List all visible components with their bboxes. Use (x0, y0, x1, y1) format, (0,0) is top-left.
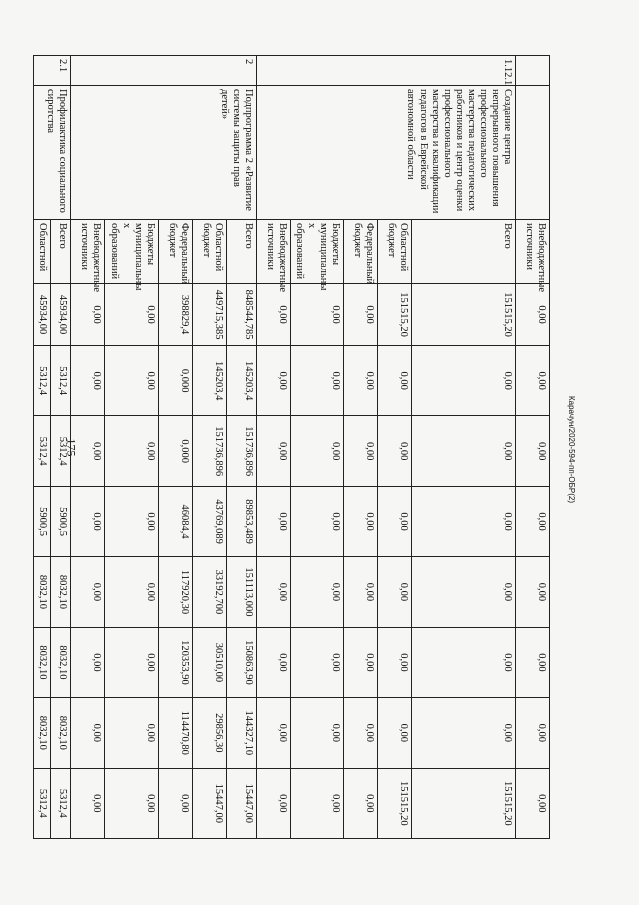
amount-cell: 151736,896 (192, 416, 226, 486)
funding-source-cell: Внебюджетные источники (71, 220, 105, 284)
amount-cell: 0,00 (344, 627, 378, 697)
program-name-cell: Подпрограмма 2 «Развитие системы защиты прав детей» (71, 86, 256, 220)
amount-cell: 5312,4 (51, 346, 71, 416)
amount-cell: 0,00 (516, 486, 550, 556)
amount-cell: 0,00 (344, 698, 378, 768)
amount-cell: 8032,10 (34, 557, 51, 627)
amount-cell: 0,00 (105, 698, 158, 768)
amount-cell: 0,00 (71, 346, 105, 416)
amount-cell: 151736,896 (226, 416, 256, 486)
amount-cell: 0,00 (344, 768, 378, 838)
amount-cell: 5312,4 (51, 416, 71, 486)
amount-cell: 0,00 (290, 346, 343, 416)
amount-cell: 5900,5 (34, 486, 51, 556)
amount-cell: 43769,089 (192, 486, 226, 556)
amount-cell: 0,00 (105, 627, 158, 697)
amount-cell: 0,00 (516, 557, 550, 627)
amount-cell: 5900,5 (51, 486, 71, 556)
amount-cell: 0,00 (412, 627, 516, 697)
amount-cell: 5312,4 (34, 346, 51, 416)
program-name-cell (516, 86, 550, 220)
budget-table-body (34, 56, 550, 839)
amount-cell: 45934,00 (34, 284, 51, 346)
amount-cell: 0,00 (256, 557, 290, 627)
amount-cell: 0,00 (412, 486, 516, 556)
amount-cell: 89853,489 (226, 486, 256, 556)
amount-cell: 8032,10 (34, 627, 51, 697)
amount-cell: 117920,30 (158, 557, 192, 627)
amount-cell: 0,00 (516, 416, 550, 486)
amount-cell: 0,00 (71, 557, 105, 627)
amount-cell: 848544,785 (226, 284, 256, 346)
amount-cell: 0,000 (158, 416, 192, 486)
amount-cell: 144327,10 (226, 698, 256, 768)
funding-source-cell: Федеральный бюджет (158, 220, 192, 284)
amount-cell: 0,00 (71, 768, 105, 838)
funding-source-cell: Всего (412, 220, 516, 284)
amount-cell: 145203,4 (226, 346, 256, 416)
amount-cell: 0,00 (290, 486, 343, 556)
amount-cell: 0,00 (412, 416, 516, 486)
amount-cell: 0,00 (105, 768, 158, 838)
table-row (226, 56, 256, 839)
amount-cell: 0,00 (378, 698, 412, 768)
funding-source-cell: Областной (34, 220, 51, 284)
amount-cell: 0,00 (344, 416, 378, 486)
amount-cell: 0,00 (378, 486, 412, 556)
amount-cell: 0,00 (105, 284, 158, 346)
funding-source-cell: Всего (51, 220, 71, 284)
amount-cell: 0,00 (378, 627, 412, 697)
amount-cell: 0,00 (344, 557, 378, 627)
amount-cell: 0,00 (290, 768, 343, 838)
funding-source-cell: Бюджеты муниципальны х образований (105, 220, 158, 284)
amount-cell: 0,00 (256, 486, 290, 556)
amount-cell: 0,00 (71, 486, 105, 556)
document-footer: Карачун/2020-594-пп-ОБР(2) (567, 395, 577, 504)
amount-cell: 0,00 (344, 346, 378, 416)
amount-cell: 0,00 (290, 698, 343, 768)
amount-cell: 0,00 (412, 698, 516, 768)
funding-source-cell: Внебюджетные источники (256, 220, 290, 284)
amount-cell: 151113,000 (226, 557, 256, 627)
amount-cell: 151515,20 (412, 284, 516, 346)
amount-cell: 8032,10 (34, 698, 51, 768)
amount-cell: 151515,20 (378, 284, 412, 346)
amount-cell: 0,00 (378, 416, 412, 486)
amount-cell: 0,00 (516, 768, 550, 838)
amount-cell: 8032,10 (51, 627, 71, 697)
amount-cell: 8032,10 (51, 557, 71, 627)
program-name-cell: Профилактика социального сиротства (34, 86, 71, 220)
amount-cell: 0,00 (105, 486, 158, 556)
amount-cell: 33192,700 (192, 557, 226, 627)
amount-cell: 0,00 (256, 768, 290, 838)
page-number: 175 (64, 438, 79, 457)
table-row (412, 56, 516, 839)
amount-cell: 15447,00 (192, 768, 226, 838)
program-name-cell: Создание центра непрерывного повышения профессионального мастерства педагогических работников и центр оценки профессионального мастерства и квалификации педагогов в Еврейской автономной области (256, 86, 515, 220)
amount-cell: 151515,20 (412, 768, 516, 838)
amount-cell: 449715,385 (192, 284, 226, 346)
amount-cell: 0,00 (290, 416, 343, 486)
amount-cell: 0,00 (290, 284, 343, 346)
amount-cell: 5312,4 (51, 768, 71, 838)
amount-cell: 114470,80 (158, 698, 192, 768)
amount-cell: 120353,90 (158, 627, 192, 697)
funding-source-cell: Всего (226, 220, 256, 284)
amount-cell: 30510,00 (192, 627, 226, 697)
row-number-cell: 1.12.1 (256, 56, 515, 86)
amount-cell: 0,00 (71, 416, 105, 486)
amount-cell: 145203,4 (192, 346, 226, 416)
amount-cell: 0,00 (256, 416, 290, 486)
amount-cell: 398829,4 (158, 284, 192, 346)
amount-cell: 0,00 (378, 346, 412, 416)
amount-cell: 15447,00 (226, 768, 256, 838)
amount-cell: 5312,4 (34, 416, 51, 486)
funding-source-cell: Бюджеты муниципальны х образований (290, 220, 343, 284)
amount-cell: 29856,30 (192, 698, 226, 768)
amount-cell: 0,00 (378, 557, 412, 627)
amount-cell: 0,00 (516, 346, 550, 416)
amount-cell: 45934,00 (51, 284, 71, 346)
amount-cell: 0,00 (412, 346, 516, 416)
amount-cell: 150863,90 (226, 627, 256, 697)
funding-source-cell: Федеральный бюджет (344, 220, 378, 284)
row-number-cell: 2.1 (34, 56, 71, 86)
funding-source-cell: Областной бюджет (192, 220, 226, 284)
amount-cell: 0,00 (256, 627, 290, 697)
amount-cell: 0,00 (344, 284, 378, 346)
table-row (516, 56, 550, 839)
amount-cell: 0,00 (256, 284, 290, 346)
amount-cell: 0,00 (290, 557, 343, 627)
budget-table (33, 55, 550, 839)
amount-cell: 151515,20 (378, 768, 412, 838)
amount-cell: 46084,4 (158, 486, 192, 556)
amount-cell: 0,00 (71, 698, 105, 768)
amount-cell: 0,00 (105, 557, 158, 627)
funding-source-cell: Областной бюджет (378, 220, 412, 284)
amount-cell: 8032,10 (51, 698, 71, 768)
amount-cell: 0,00 (516, 284, 550, 346)
amount-cell: 0,00 (105, 416, 158, 486)
table-row (51, 56, 71, 839)
amount-cell: 0,00 (290, 627, 343, 697)
amount-cell: 0,00 (71, 284, 105, 346)
amount-cell: 0,000 (158, 346, 192, 416)
amount-cell: 0,00 (516, 627, 550, 697)
funding-source-cell: Внебюджетные источники (516, 220, 550, 284)
amount-cell: 0,00 (256, 698, 290, 768)
amount-cell: 0,00 (344, 486, 378, 556)
amount-cell: 5312,4 (34, 768, 51, 838)
amount-cell: 0,00 (105, 346, 158, 416)
row-number-cell (516, 56, 550, 86)
amount-cell: 0,00 (256, 346, 290, 416)
amount-cell: 0,00 (71, 627, 105, 697)
row-number-cell: 2 (71, 56, 256, 86)
amount-cell: 0,00 (516, 698, 550, 768)
amount-cell: 0,00 (412, 557, 516, 627)
amount-cell: 0,00 (158, 768, 192, 838)
